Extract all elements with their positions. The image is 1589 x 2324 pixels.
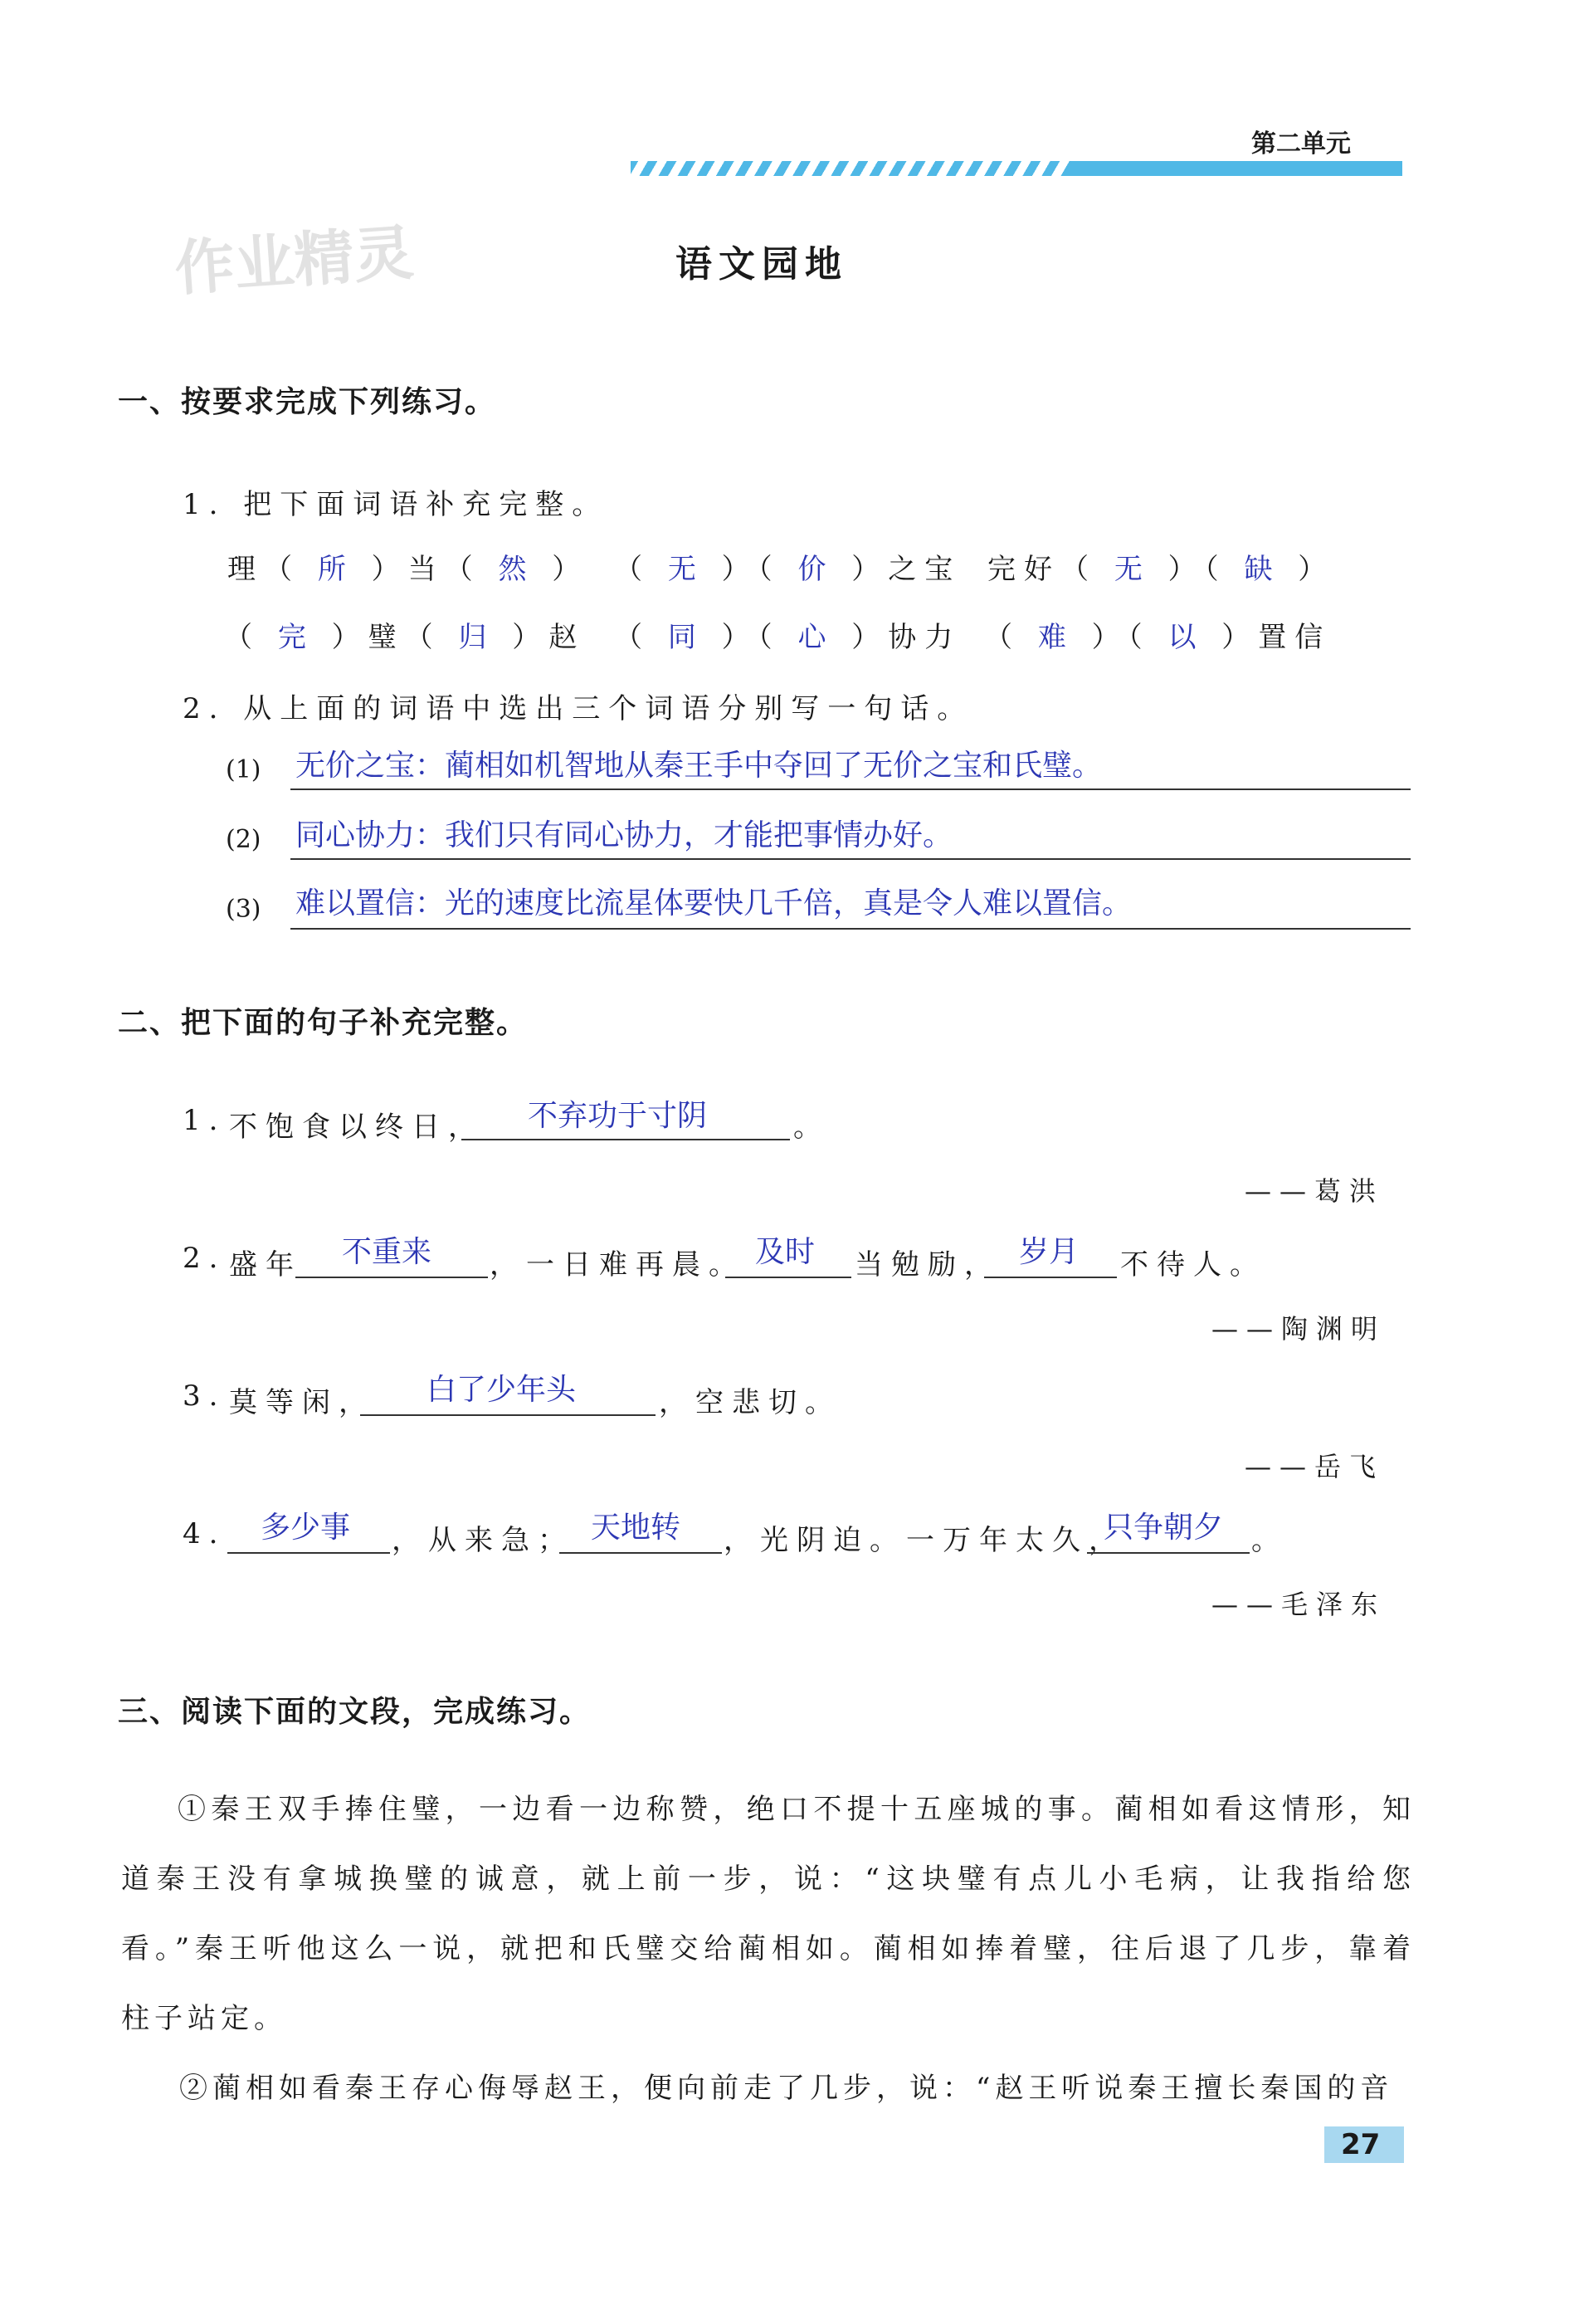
s2-q1-pre: 不饱食以终日， xyxy=(229,1111,485,1144)
s2-q2-blank1 xyxy=(295,1277,488,1278)
answer-char: 同 xyxy=(667,621,704,654)
s2-q4-num: 4. xyxy=(183,1517,227,1550)
s2-q1-author: ——葛洪 xyxy=(1245,1175,1385,1207)
s2-q2-num: 2. xyxy=(183,1242,227,1275)
s2-q2-ans2: 及时 xyxy=(755,1235,816,1269)
answer-char: 然 xyxy=(498,553,535,586)
reading-paragraph-1: ①秦王双手捧住璧，一边看一边称赞，绝口不提十五座城的事。蔺相如看这情形，知道秦王没有拿城换璧的诚意，就上前一步，说：“这块璧有点儿小毛病，让我指给您看。”秦王听他这么一说，就把和氏璧交给蔺相如。蔺相如捧着璧，往后退了几步，靠着柱子站定。 xyxy=(121,1793,1416,2035)
idiom-5: （ 同 ）（ 心 ）协力 xyxy=(614,621,962,654)
section2-heading: 二、把下面的句子补充完整。 xyxy=(118,1006,529,1040)
sentence-line-3 xyxy=(290,928,1411,930)
answer-char: 完 xyxy=(277,621,314,654)
s2-q1-ans: 不弃功于寸阴 xyxy=(528,1099,708,1133)
header-bar xyxy=(1070,161,1402,176)
s2-q4-mid2: ，光阴迫。一万年太久， xyxy=(724,1524,1125,1557)
s2-q3-ans: 白了少年头 xyxy=(426,1373,577,1407)
idiom-3: 完好（ 无 ）（ 缺 ） xyxy=(987,553,1335,586)
s2-q2-mid2: 当勉励， xyxy=(855,1248,1001,1282)
s2-q3-post: ，空悲切。 xyxy=(659,1386,841,1419)
section1-heading: 一、按要求完成下列练习。 xyxy=(118,385,497,419)
page-title: 语文园地 xyxy=(675,243,848,286)
s2-q3-num: 3. xyxy=(183,1379,227,1413)
s2-q4-mid1: ，从来急； xyxy=(392,1524,574,1557)
s2-q4-post: 。 xyxy=(1251,1524,1288,1557)
sentence-3: 难以置信：光的速度比流星体要快几千倍，真是令人难以置信。 xyxy=(295,886,1133,920)
q2-label: 2. 从上面的词语中选出三个词语分别写一句话。 xyxy=(183,692,974,725)
s2-q4-blank3 xyxy=(1087,1552,1250,1554)
s2-q2-author: ——陶渊明 xyxy=(1211,1313,1387,1345)
s2-q4-ans1: 多少事 xyxy=(261,1511,351,1545)
s2-q2-mid1: ，一日难再晨。 xyxy=(490,1248,745,1282)
s2-q3-pre: 莫等闲， xyxy=(229,1386,375,1419)
idiom-4: （ 完 ）璧（ 归 ）赵 xyxy=(224,621,586,654)
unit-label: 第二单元 xyxy=(1251,129,1351,159)
answer-char: 无 xyxy=(1114,553,1151,586)
section3-heading: 三、阅读下面的文段，完成练习。 xyxy=(118,1695,592,1729)
s2-q2-ans3: 岁月 xyxy=(1019,1235,1080,1269)
answer-char: 心 xyxy=(797,621,835,654)
s2-q1-blank xyxy=(461,1139,790,1140)
sentence-1: 无价之宝：蔺相如机智地从秦王手中夺回了无价之宝和氏璧。 xyxy=(295,749,1103,783)
answer-char: 以 xyxy=(1167,621,1205,654)
s2-q2-blank2 xyxy=(725,1277,851,1278)
sentence-2: 同心协力：我们只有同心协力，才能把事情办好。 xyxy=(295,818,953,852)
s2-q4-blank2 xyxy=(559,1552,722,1554)
s2-q2-pre: 盛年 xyxy=(229,1248,302,1282)
idiom-1: 理（ 所 ）当（ 然 ） xyxy=(227,553,589,586)
s2-q1-num: 1. xyxy=(183,1104,227,1137)
reading-paragraph-2: ②蔺相如看秦王存心侮辱赵王，便向前走了几步，说：“赵王听说秦王擅长秦国的音 xyxy=(179,2072,1394,2105)
sentence-line-1 xyxy=(290,788,1411,790)
answer-char: 无 xyxy=(667,553,704,586)
sentence-num-3: (3) xyxy=(226,895,261,924)
s2-q2-post: 不待人。 xyxy=(1120,1248,1266,1282)
answer-char: 价 xyxy=(797,553,835,586)
s2-q4-ans2: 天地转 xyxy=(591,1511,681,1545)
s2-q1-post: 。 xyxy=(793,1111,830,1144)
answer-char: 难 xyxy=(1037,621,1075,654)
header-stripe xyxy=(631,161,1070,176)
s2-q4-ans3: 只争朝夕 xyxy=(1104,1511,1224,1545)
idiom-2: （ 无 ）（ 价 ）之宝 xyxy=(614,553,962,586)
page-number: 27 xyxy=(1341,2128,1381,2161)
answer-char: 归 xyxy=(458,621,495,654)
s2-q4-blank1 xyxy=(227,1552,390,1554)
s2-q2-ans1: 不重来 xyxy=(342,1235,432,1269)
s2-q3-blank xyxy=(360,1414,656,1416)
s2-q2-blank3 xyxy=(984,1277,1117,1278)
s2-q4-author: ——毛泽东 xyxy=(1211,1589,1387,1620)
answer-char: 所 xyxy=(317,553,354,586)
sentence-line-2 xyxy=(290,858,1411,860)
watermark-logo: 作业精灵 xyxy=(172,217,417,304)
sentence-num-1: (1) xyxy=(226,755,261,784)
answer-char: 缺 xyxy=(1244,553,1281,586)
s2-q3-author: ——岳飞 xyxy=(1245,1451,1385,1482)
q1-label: 1. 把下面词语补充完整。 xyxy=(183,488,609,521)
idiom-6: （ 难 ）（ 以 ）置信 xyxy=(984,621,1332,654)
sentence-num-2: (2) xyxy=(226,825,261,854)
